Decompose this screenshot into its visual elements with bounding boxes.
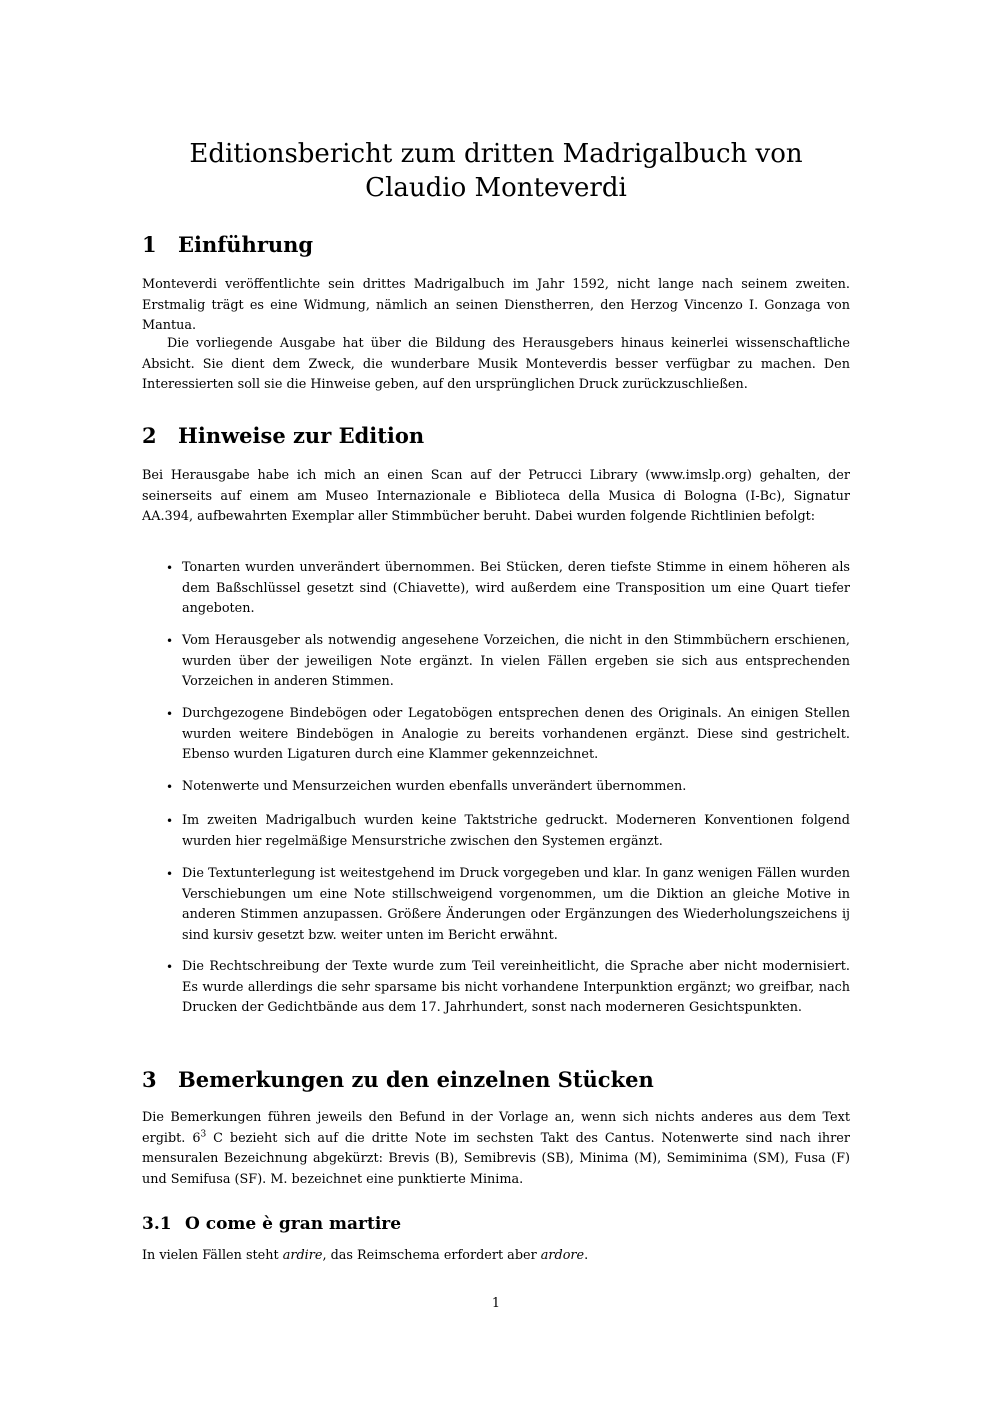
section-3-intro: Die Bemerkungen führen jeweils den Befund in der Vorlage an, wenn sich nichts anderes aus dem Text ergibt. $6^3$ C bezieht sich auf die dritte Note im sechsten Takt des Cantus. Notenwerte sind nach ihrer mensuralen Bezeichnung abgekürzt: Brevis (B), Semibrevis (SB), Minima (M), Semiminima (SM), Fusa (F) und Semifusa (SF). M. bezeichnet eine punktierte Minima. — [142, 1110, 850, 1187]
page-number: 1 — [491, 1296, 501, 1311]
list-item: • Die Rechtschreibung der Texte wurde zum Teil vereinheitlicht, die Sprache aber nicht modernisiert. Es wurde allerdings die sehr sparsame bis nicht vorhandene Interpunktion ergänzt; wo greifbar, nach Drucken der Gedichtbände aus dem 17. Jahrhundert, sonst nach moderneren Gesichtspunkten. — [166, 959, 850, 1016]
list-item: • Durchgezogene Bindebögen oder Legatobögen entsprechen denen des Originals. An einigen Stellen wurden weitere Bindebögen in Analogie zu bereits vorhandenen ergänzt. Diese sind gestrichelt. Ebenso wurden Ligaturen durch eine Klammer gekennzeichnet. — [166, 706, 850, 763]
bullet-icon: • — [166, 867, 174, 881]
section-number: 2 — [142, 423, 157, 448]
section-title: Bemerkungen zu den einzelnen Stücken — [178, 1067, 654, 1092]
bullet-icon: • — [166, 634, 174, 648]
section-2-heading — [142, 423, 424, 449]
section-1-paragraph-2: Die vorliegende Ausgabe hat über die Bildung des Herausgebers hinaus keinerlei wissenschaftliche Absicht. Sie dient dem Zweck, die wunderbare Musik Monteverdis besser verfügbar zu machen. Den Interessierten soll sie die Hinweise geben, auf den ursprünglichen Druck zurückzuschließen. — [142, 336, 850, 393]
bullet-icon: • — [166, 780, 174, 794]
section-3-heading — [142, 1067, 654, 1093]
bullet-icon: • — [166, 561, 174, 575]
list-item: • Im zweiten Madrigalbuch wurden keine Taktstriche gedruckt. Moderneren Konventionen folgend wurden hier regelmäßige Mensurstriche zwischen den Systemen ergänzt. — [166, 813, 850, 849]
title-line-1: Editionsbericht zum dritten Madrigalbuch von — [189, 139, 803, 169]
section-1-paragraph-1: Monteverdi veröffentlichte sein drittes Madrigalbuch im Jahr 1592, nicht lange nach seinem zweiten. Erstmalig trägt es eine Widmung, nämlich an seinen Dienstherren, den Herzog Vincenzo I. Gonzaga von Mantua. — [142, 277, 850, 334]
section-2-intro: Bei Herausgabe habe ich mich an einen Scan auf der Petrucci Library (www.imslp.org) gehalten, der seinerseits auf einem am Museo Internazionale e Biblioteca della Musica di Bologna (I-Bc), Signatur AA.394, aufbewahrten Exemplar aller Stimmbücher beruht. Dabei wurden folgende Richtlinien befolgt: — [142, 468, 850, 525]
list-item: • Tonarten wurden unverändert übernommen. Bei Stücken, deren tiefste Stimme in einem höheren als dem Baßschlüssel gesetzt sind (Chiavette), wird außerdem eine Transposition um eine Quart tiefer angeboten. — [166, 560, 850, 617]
list-item: • Die Textunterlegung ist weitestgehend im Druck vorgegeben und klar. In ganz wenigen Fällen wurden Verschiebungen um eine Note stillschweigend vorgenommen, um die Diktion an gleiche Motive in anderen Stimmen anzupassen. Größere Änderungen oder Ergänzungen des Wiederholungszeichens ij sind kursiv gesetzt bzw. weiter unten im Bericht erwähnt. — [166, 866, 850, 943]
section-title: Einführung — [178, 232, 314, 257]
note-reference: $6^3$ — [192, 1129, 207, 1146]
title-line-2: Claudio Monteverdi — [365, 173, 627, 203]
bullet-icon: • — [166, 707, 174, 721]
section-title: Hinweise zur Edition — [178, 423, 425, 448]
subsection-3-1-heading — [142, 1213, 401, 1235]
section-number: 1 — [142, 232, 157, 257]
subsection-title: O come è gran martire — [185, 1214, 402, 1234]
list-item: • Notenwerte und Mensurzeichen wurden ebenfalls unverändert übernommen. — [182, 777, 850, 798]
document-title — [142, 137, 850, 205]
bullet-icon: • — [166, 960, 174, 974]
section-number: 3 — [142, 1067, 157, 1092]
list-item: • Vom Herausgeber als notwendig angesehene Vorzeichen, die nicht in den Stimmbüchern erschienen, wurden über der jeweiligen Note ergänzt. In vielen Fällen ergeben sie sich aus entsprechenden Vorzeichen in anderen Stimmen. — [166, 633, 850, 690]
bullet-icon: • — [166, 814, 174, 828]
subsection-3-1-text: In vielen Fällen steht ardire, das Reimschema erfordert aber ardore. — [142, 1248, 589, 1263]
subsection-number: 3.1 — [142, 1214, 172, 1234]
section-1-heading — [142, 232, 313, 258]
